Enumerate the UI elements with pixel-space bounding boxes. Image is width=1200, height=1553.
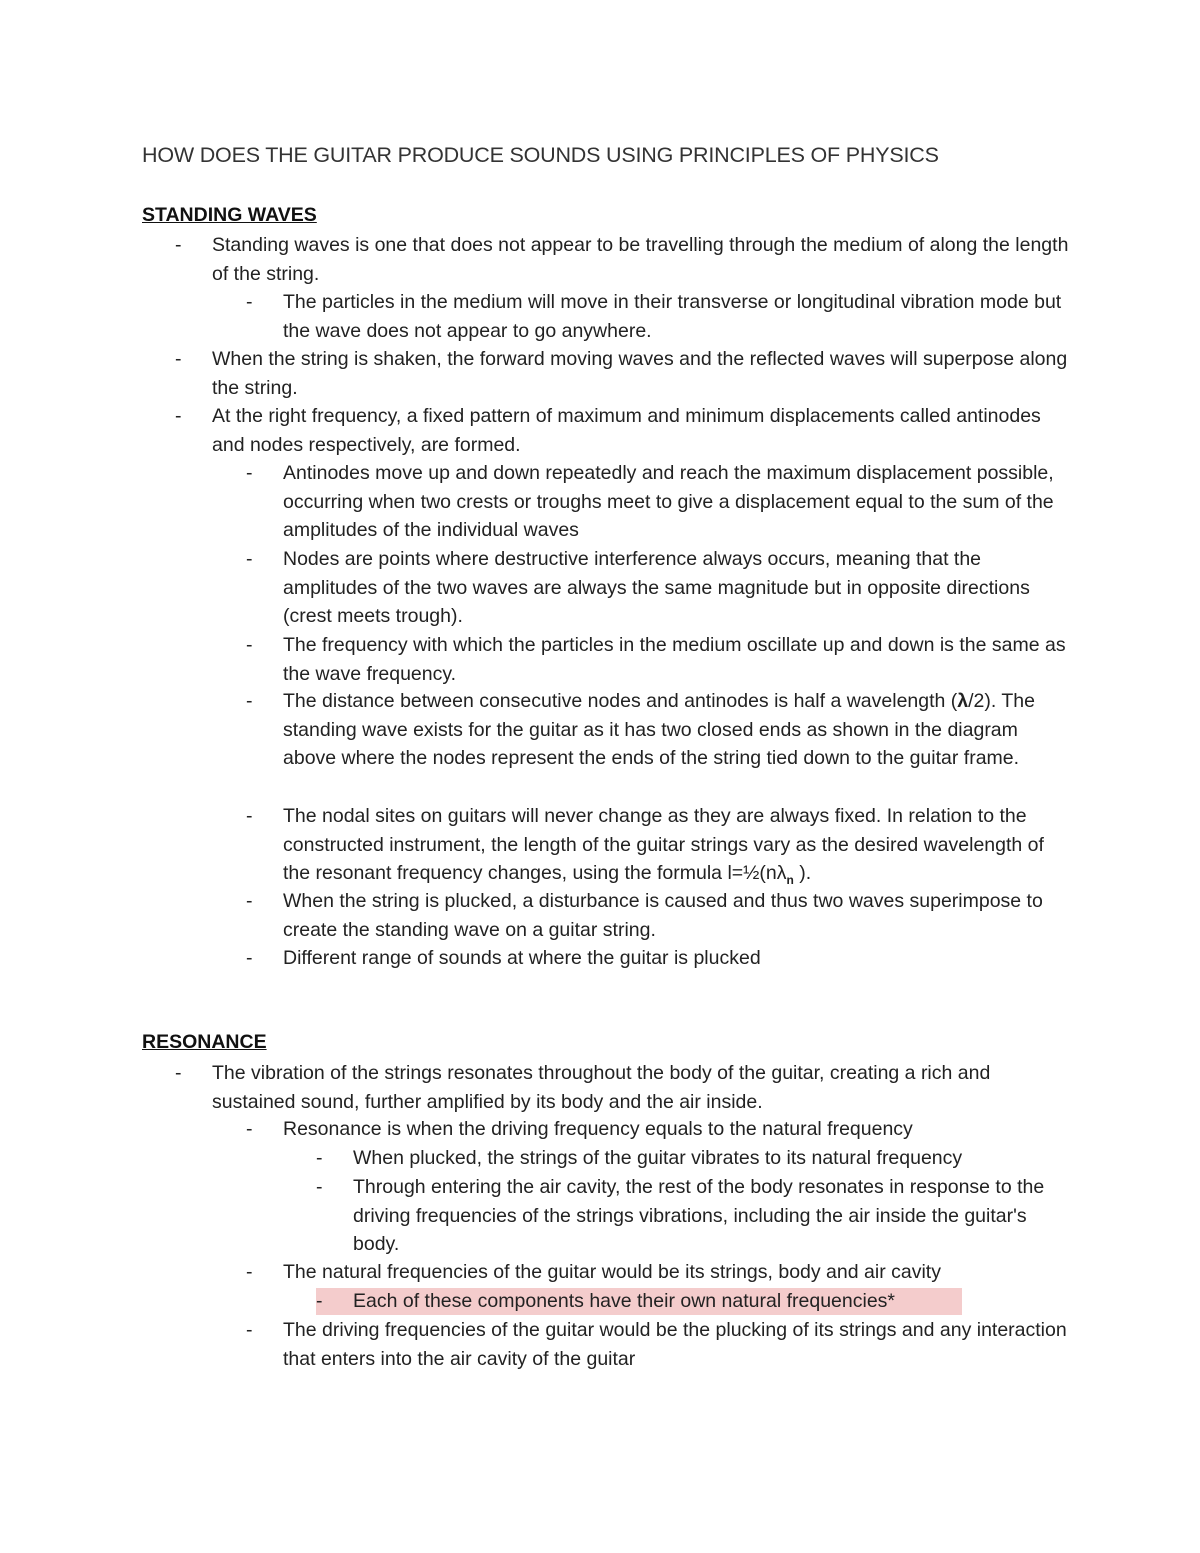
list-item: [246, 459, 1073, 545]
list-item: [246, 887, 1073, 944]
list-item-text: [283, 687, 1073, 773]
list-item-text: Standing waves is one that does not appear to be travelling through the medium of along the length of the string.: [212, 234, 1069, 285]
text-segment: ).: [793, 862, 812, 884]
list-item: [246, 1115, 1073, 1144]
list-item-text: The particles in the medium will move in their transverse or longitudinal vibration mode but the wave does not appear to go anywhere.: [283, 291, 1062, 342]
text-segment: The distance between consecutive nodes and antinodes is half a wavelength (: [283, 690, 958, 712]
subscript: n: [786, 872, 794, 887]
list-item: [246, 687, 1073, 773]
list-item-text: Each of these components have their own natural frequencies*: [353, 1290, 896, 1312]
list-item-text: Resonance is when the driving frequency equals to the natural frequency: [283, 1118, 913, 1140]
bullet-dash: -: [246, 890, 253, 912]
list-item: [316, 1144, 1073, 1173]
bullet-dash: -: [246, 1261, 253, 1283]
list-item-text: Through entering the air cavity, the rest of the body resonates in response to the driving frequencies of the strings vibrations, including the air inside the guitar's body.: [353, 1176, 1045, 1255]
list-item: [246, 944, 1073, 973]
list-item-text: When the string is plucked, a disturbance is caused and thus two waves superimpose to create the standing wave on a guitar string.: [283, 890, 1043, 941]
list-item: [246, 1316, 1073, 1373]
bullet-dash: -: [316, 1176, 323, 1198]
bullet-dash: -: [246, 1118, 253, 1140]
list-item: [175, 402, 1072, 459]
list-item: [246, 631, 1073, 688]
list-item-text: The driving frequencies of the guitar would be the plucking of its strings and any interaction that enters into the air cavity of the guitar: [283, 1319, 1067, 1370]
bullet-dash: -: [175, 234, 182, 256]
list-item: [246, 1258, 1073, 1287]
bullet-dash: -: [175, 405, 182, 427]
list-item: [175, 231, 1072, 288]
bullet-dash: -: [246, 690, 253, 712]
lambda-symbol: λ: [957, 690, 969, 712]
bullet-dash: -: [316, 1290, 323, 1312]
list-item-text: The frequency with which the particles in the medium oscillate up and down is the same as the wave frequency.: [283, 634, 1066, 685]
list-item-text: At the right frequency, a fixed pattern of maximum and minimum displacements called antinodes and nodes respectively, are formed.: [212, 405, 1041, 456]
list-item-text: Antinodes move up and down repeatedly and reach the maximum displacement possible, occurring when two crests or troughs meet to give a displacement equal to the sum of the amplitudes of the individual waves: [283, 462, 1054, 541]
section-heading-standing-waves: STANDING WAVES: [142, 204, 317, 226]
bullet-dash: -: [175, 1062, 182, 1084]
list-item-text: The vibration of the strings resonates throughout the body of the guitar, creating a rich and sustained sound, further amplified by its body and the air inside.: [212, 1062, 991, 1113]
bullet-dash: -: [246, 805, 253, 827]
list-item: [246, 288, 1073, 345]
bullet-dash: -: [246, 947, 253, 969]
bullet-dash: -: [246, 291, 253, 313]
document-title: HOW DOES THE GUITAR PRODUCE SOUNDS USING PRINCIPLES OF PHYSICS: [142, 143, 939, 167]
list-item: [246, 802, 1073, 894]
bullet-dash: -: [246, 548, 253, 570]
list-item: [316, 1173, 1073, 1259]
bullet-dash: -: [246, 462, 253, 484]
text-segment: The nodal sites on guitars will never change as they are always fixed. In relation to the constructed instrument, the length of the guitar strings vary as the desired wavelength of the resonant frequency changes, using the formula l=½(nλ: [283, 805, 1044, 884]
bullet-dash: -: [246, 634, 253, 656]
list-item: [175, 1059, 1072, 1116]
bullet-dash: -: [246, 1319, 253, 1341]
list-item-highlighted: [316, 1287, 1073, 1316]
list-item-text: Nodes are points where destructive interference always occurs, meaning that the amplitudes of the two waves are always the same magnitude but in opposite directions (crest meets trough).: [283, 548, 1030, 627]
text-segment: /2). The standing wave exists for the guitar as it has two closed ends as shown in the diagram above where the nodes represent the ends of the string tied down to the guitar frame.: [283, 690, 1035, 769]
list-item-text: The natural frequencies of the guitar would be its strings, body and air cavity: [283, 1261, 941, 1283]
list-item-text: When plucked, the strings of the guitar vibrates to its natural frequency: [353, 1147, 963, 1169]
section-heading-resonance: RESONANCE: [142, 1031, 267, 1053]
list-item-text: When the string is shaken, the forward moving waves and the reflected waves will superpose along the string.: [212, 348, 1068, 399]
list-item: [246, 545, 1073, 631]
list-item-text: Different range of sounds at where the guitar is plucked: [283, 947, 761, 969]
bullet-dash: -: [175, 348, 182, 370]
list-item: [175, 345, 1072, 402]
bullet-dash: -: [316, 1147, 323, 1169]
list-item-text: [283, 802, 1073, 894]
